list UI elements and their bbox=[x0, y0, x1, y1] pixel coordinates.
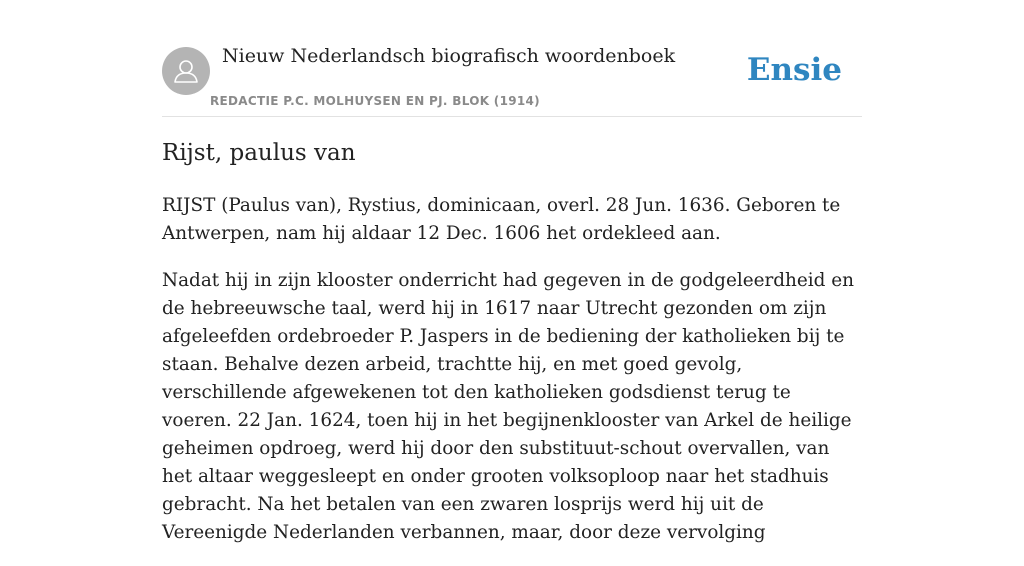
article-body bbox=[162, 192, 862, 566]
article-paragraph: Nadat hij in zijn klooster onderricht had gegeven in de godgeleerdheid en de hebreeuwsche taal, werd hij in 1617 naar Utrecht gezonden om zijn afgeleefden ordebroeder P. Jaspers in de bediening der katholieken bij te staan. Behalve dezen arbeid, trachtte hij, en met goed gevolg, verschillende afgewekenen tot den katholieken godsdienst terug te voeren. 22 Jan. 1624, toen hij in het begijnenklooster van Arkel de heilige geheimen opdroeg, werd hij door den substituut-schout overvallen, van het altaar weggesleept en onder grooten volksoploop naar het stadhuis gebracht. Na het betalen van een zwaren losprijs werd hij uit de Vereenigde Nederlanden verbannen, maar, door deze vervolging bbox=[162, 270, 854, 543]
article-paragraph: RIJST (Paulus van), Rystius, dominicaan, overl. 28 Jun. 1636. Geboren te Antwerpen, nam hij aldaar 12 Dec. 1606 het ordekleed aan. bbox=[162, 195, 841, 244]
ensie-logo[interactable]: Ensie bbox=[746, 52, 842, 88]
editors-credit: REDACTIE P.C. MOLHUYSEN EN PJ. BLOK (1914) bbox=[210, 94, 540, 108]
user-icon bbox=[162, 47, 210, 95]
article-title: Rijst, paulus van bbox=[162, 140, 356, 166]
avatar[interactable] bbox=[162, 47, 210, 95]
book-header bbox=[162, 0, 862, 117]
book-title[interactable]: Nieuw Nederlandsch biografisch woordenboek bbox=[222, 45, 676, 67]
